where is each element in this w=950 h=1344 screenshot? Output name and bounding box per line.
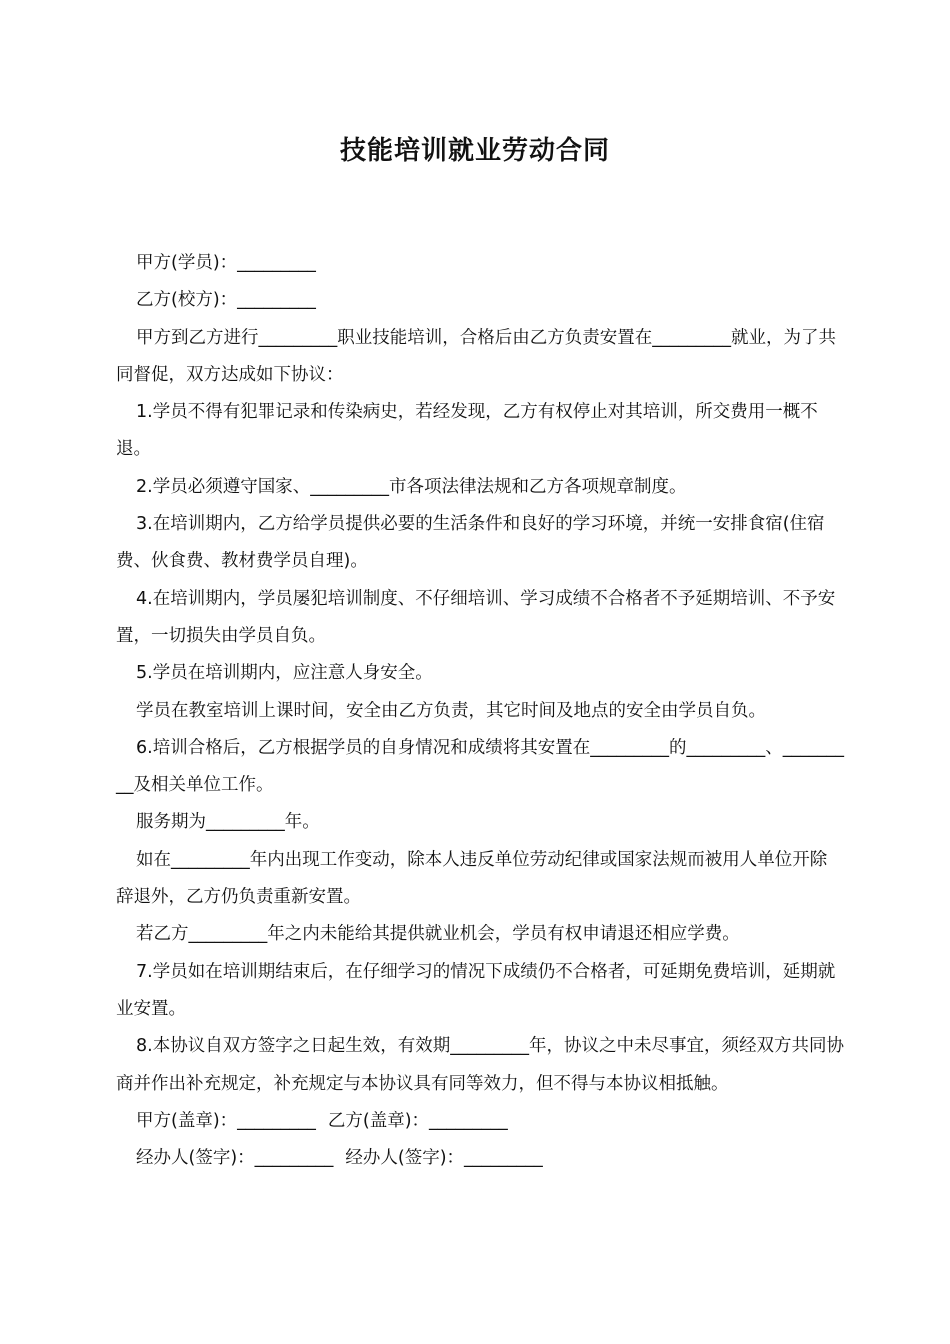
clause-5-note: 学员在教室培训上课时间，安全由乙方负责，其它时间及地点的安全由学员自负。 [136, 700, 766, 721]
clause-4: 4.在培训期内，学员屡犯培训制度、不仔细培训、学习成绩不合格者不予延期培训、不予安置，一切损失由学员自负。 [116, 588, 836, 646]
service-period: 服务期为_________年。 [136, 812, 320, 833]
clause-5: 5.学员在培训期内，应注意人身安全。 [136, 663, 433, 684]
party-b-seal: 乙方(盖章)：_________ [327, 1110, 508, 1131]
refund-clause: 若乙方_________年之内未能给其提供就业机会，学员有权申请退还相应学费。 [136, 924, 740, 945]
clause-8: 8.本协议自双方签字之日起生效，有效期_________年，协议之中未尽事宜，须经双方共同协商并作出补充规定，补充规定与本协议具有同等效力，但不得与本协议相抵触。 [116, 1036, 844, 1094]
document-title: 技能培训就业劳动合同 [339, 136, 610, 166]
party-b-line: 乙方(校方)：_________ [136, 290, 316, 311]
clause-2: 2.学员必须遵守国家、_________市各项法律法规和乙方各项规章制度。 [136, 476, 687, 497]
clause-3: 3.在培训期内，乙方给学员提供必要的生活条件和良好的学习环境，并统一安排食宿(住宿费、伙食费、教材费学员自理)。 [116, 514, 825, 572]
party-b-agent: 经办人(签字)：_________ [345, 1148, 543, 1169]
intro-paragraph: 甲方到乙方进行_________职业技能培训，合格后由乙方负责安置在_________就业，为了共同督促，双方达成如下协议： [116, 327, 836, 385]
document-body [116, 245, 844, 1177]
clause-1: 1.学员不得有犯罪记录和传染病史，若经发现，乙方有权停止对其培训，所交费用一概不退。 [116, 402, 818, 460]
clause-6: 6.培训合格后，乙方根据学员的自身情况和成绩将其安置在_________的_________、_________及相关单位工作。 [116, 737, 844, 796]
agent-row [116, 1140, 844, 1177]
job-change-clause: 如在_________年内出现工作变动，除本人违反单位劳动纪律或国家法规而被用人单位开除辞退外，乙方仍负责重新安置。 [116, 849, 828, 908]
clause-7: 7.学员如在培训期结束后，在仔细学习的情况下成绩仍不合格者，可延期免费培训，延期就业安置。 [116, 961, 836, 1019]
party-a-seal: 甲方(盖章)：_________ [136, 1110, 316, 1131]
party-a-agent: 经办人(签字)：_________ [136, 1148, 334, 1169]
seal-row [116, 1103, 844, 1140]
party-a-line: 甲方(学员)：_________ [136, 253, 316, 273]
